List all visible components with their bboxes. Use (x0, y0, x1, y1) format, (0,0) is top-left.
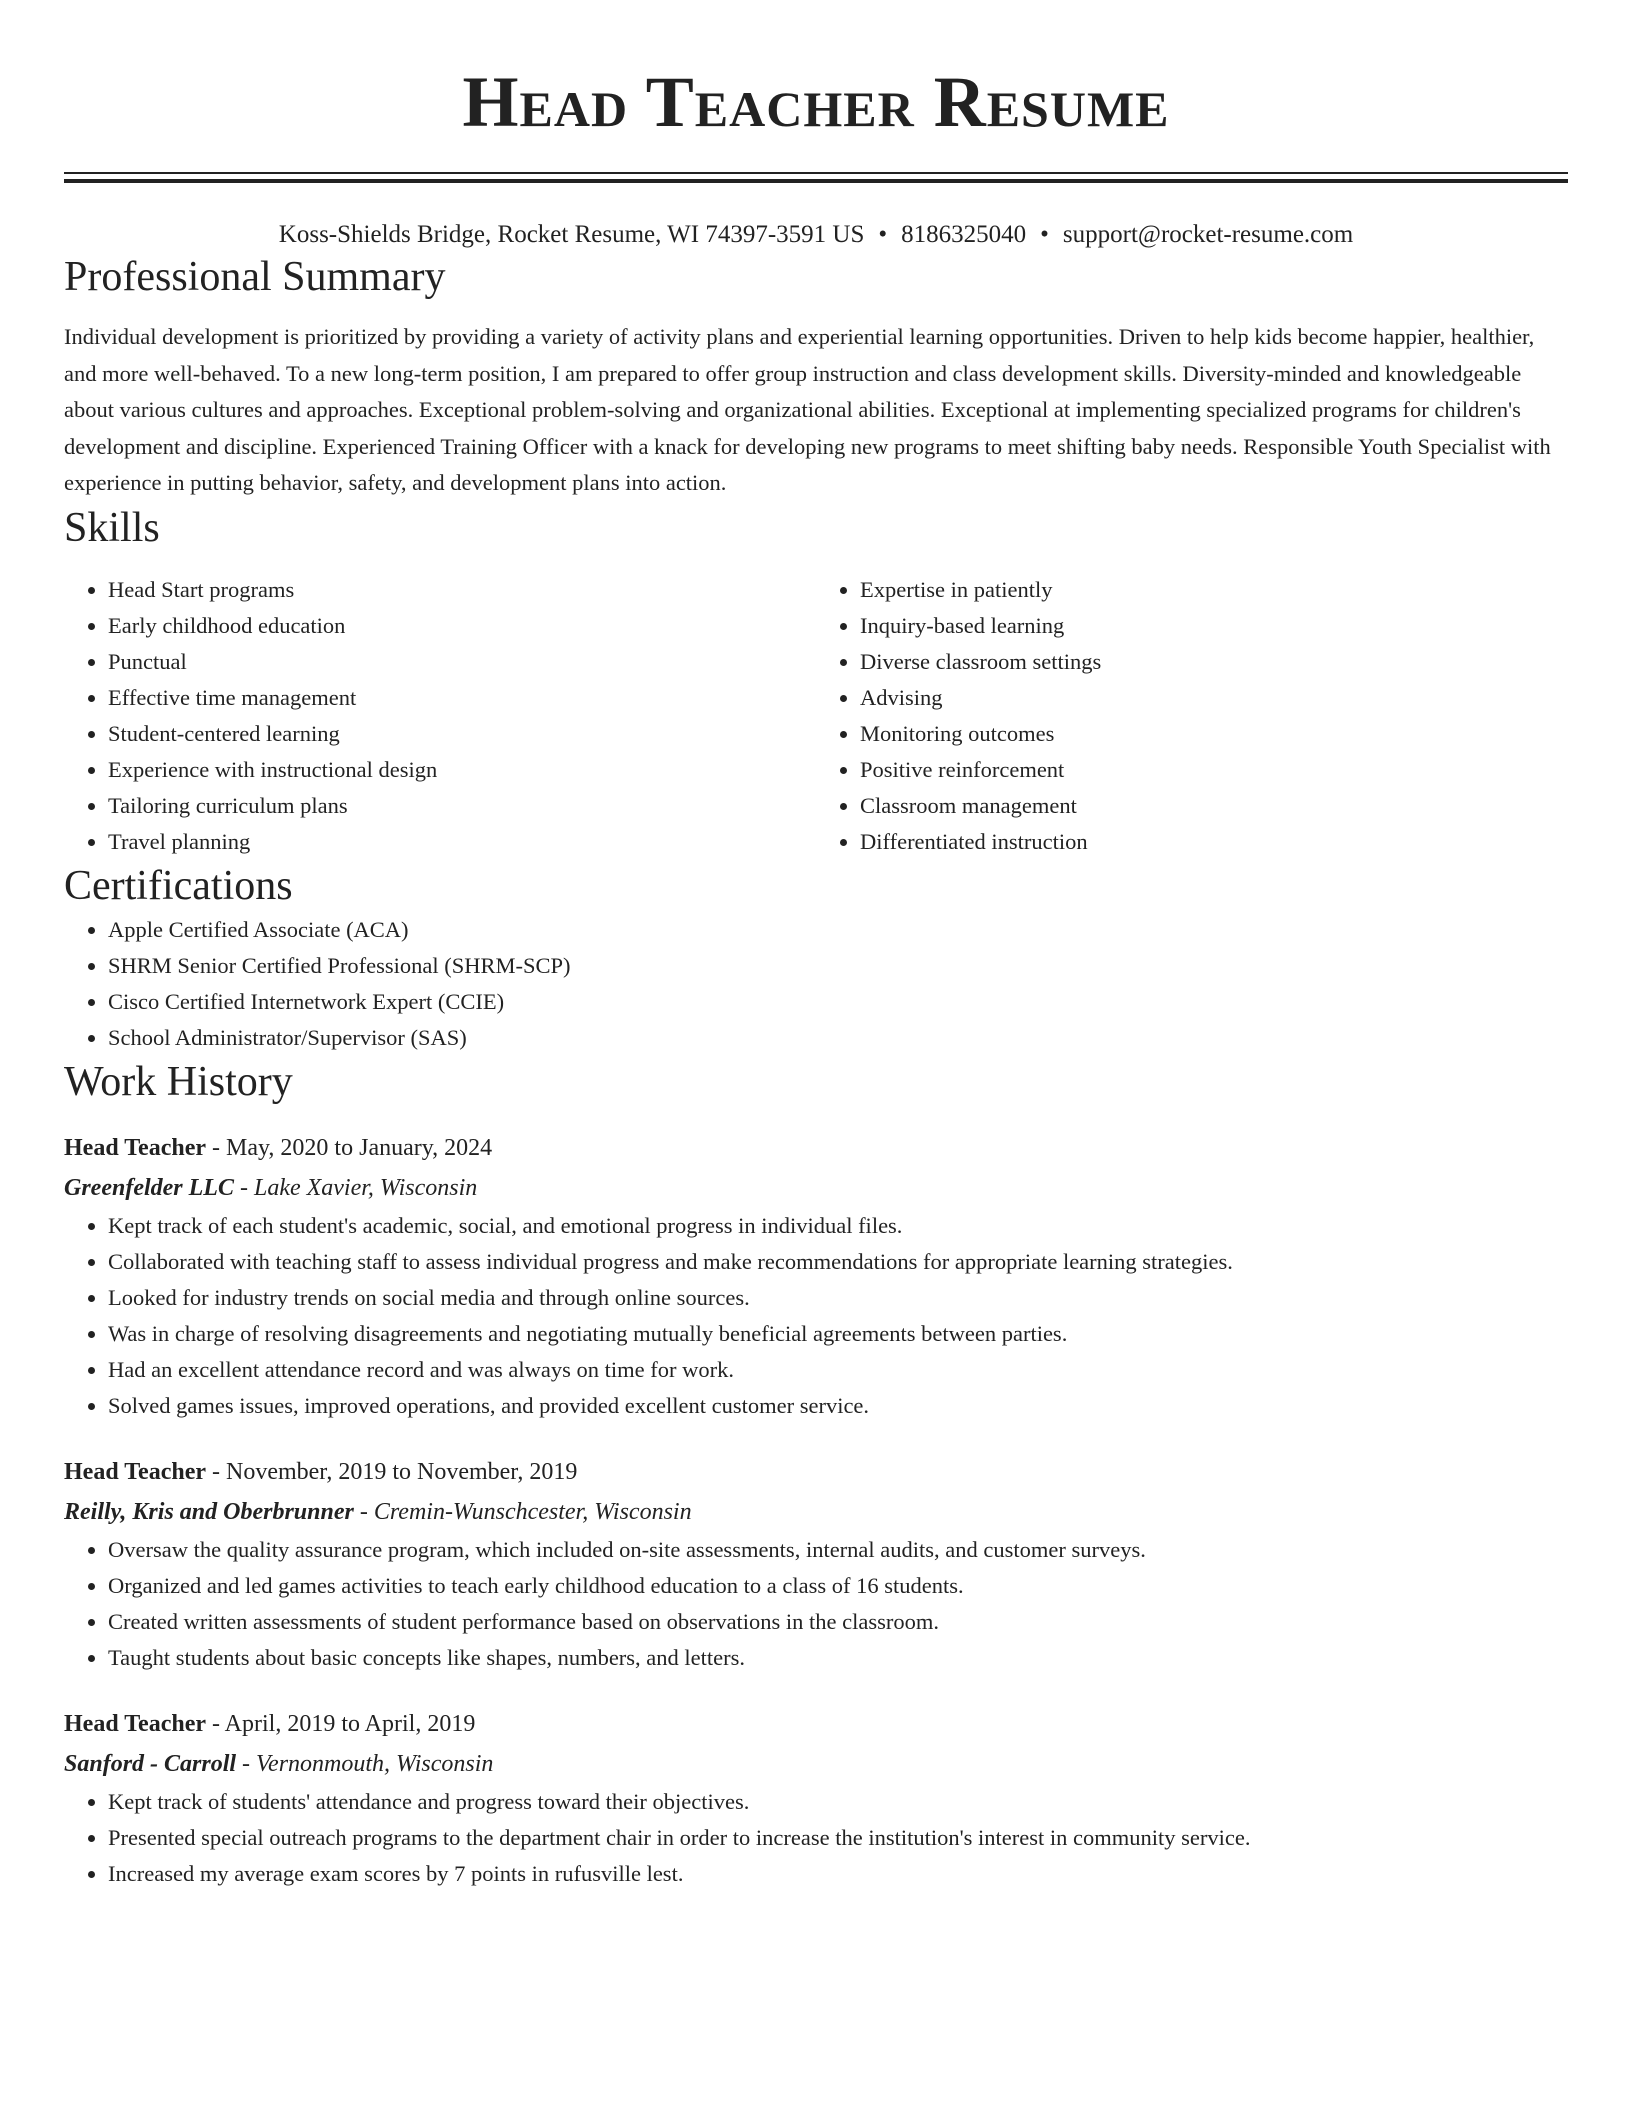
job-dates: November, 2019 to November, 2019 (226, 1458, 578, 1485)
job-title: Head Teacher (64, 1458, 206, 1485)
list-item: • Inquiry-based learning (860, 608, 1568, 644)
list-item: • Expertise in patiently (860, 572, 1568, 608)
contact-address: Koss-Shields Bridge, Rocket Resume, WI 74397-3591 US (278, 221, 865, 248)
job-dash: - (206, 1458, 226, 1485)
contact-line (64, 219, 1568, 251)
work-history-list (64, 1128, 1568, 1892)
title-divider (64, 172, 1568, 183)
certifications-list (64, 912, 1568, 1056)
skills-list-right (816, 572, 1568, 860)
list-item: • Solved games issues, improved operations, and provided excellent customer service. (108, 1388, 1568, 1424)
contact-phone: 8186325040 (901, 221, 1027, 248)
list-item: • Travel planning (108, 824, 816, 860)
list-item: • Taught students about basic concepts like shapes, numbers, and letters. (108, 1640, 1568, 1676)
job-title: Head Teacher (64, 1134, 206, 1161)
job-bullets (64, 1208, 1568, 1424)
list-item: • Was in charge of resolving disagreements and negotiating mutually beneficial agreements between parties. (108, 1316, 1568, 1352)
list-item: • Created written assessments of student performance based on observations in the classroom. (108, 1604, 1568, 1640)
job-company-line (64, 1492, 1568, 1532)
job-location: Vernonmouth, Wisconsin (256, 1750, 494, 1777)
job-dates: May, 2020 to January, 2024 (226, 1134, 493, 1161)
job-entry (64, 1452, 1568, 1676)
contact-separator: • (1040, 221, 1049, 248)
list-item: • Monitoring outcomes (860, 716, 1568, 752)
job-dash: - (236, 1750, 257, 1777)
job-header (64, 1704, 1568, 1744)
job-dash: - (233, 1174, 254, 1201)
list-item: • Presented special outreach programs to the department chair in order to increase the institution's interest in community service. (108, 1820, 1568, 1856)
list-item: • Early childhood education (108, 608, 816, 644)
certifications-heading: Certifications (64, 862, 293, 909)
list-item: • Organized and led games activities to teach early childhood education to a class of 16 students. (108, 1568, 1568, 1604)
skills-list-left (64, 572, 816, 860)
job-company: Reilly, Kris and Oberbrunner (64, 1498, 354, 1525)
job-company: Sanford - Carroll (64, 1750, 237, 1777)
list-item: • Cisco Certified Internetwork Expert (CCIE) (108, 984, 1568, 1020)
list-item: • Oversaw the quality assurance program, which included on-site assessments, internal audits, and customer surveys. (108, 1532, 1568, 1568)
list-item: • Collaborated with teaching staff to assess individual progress and make recommendations for appropriate learning strategies. (108, 1244, 1568, 1280)
job-company-line (64, 1168, 1568, 1208)
job-dash: - (206, 1710, 225, 1737)
list-item: • Diverse classroom settings (860, 644, 1568, 680)
skills-grid (64, 572, 1568, 860)
job-dates: April, 2019 to April, 2019 (224, 1710, 476, 1737)
job-bullets (64, 1532, 1568, 1676)
job-entry (64, 1704, 1568, 1892)
list-item: • Experience with instructional design (108, 752, 816, 788)
summary-heading: Professional Summary (64, 254, 446, 300)
list-item: • Increased my average exam scores by 7 points in rufusville lest. (108, 1856, 1568, 1892)
list-item: • Looked for industry trends on social media and through online sources. (108, 1280, 1568, 1316)
job-entry (64, 1128, 1568, 1424)
contact-email: support@rocket-resume.com (1062, 221, 1354, 248)
list-item: • Differentiated instruction (860, 824, 1568, 860)
job-header (64, 1128, 1568, 1168)
list-item: • Student-centered learning (108, 716, 816, 752)
list-item: • Classroom management (860, 788, 1568, 824)
list-item: • School Administrator/Supervisor (SAS) (108, 1020, 1568, 1056)
job-company: Greenfelder LLC (64, 1174, 234, 1201)
list-item: • SHRM Senior Certified Professional (SHRM-SCP) (108, 948, 1568, 984)
list-item: • Kept track of students' attendance and progress toward their objectives. (108, 1784, 1568, 1820)
work-history-heading: Work History (64, 1058, 293, 1105)
list-item: • Effective time management (108, 680, 816, 716)
list-item: • Tailoring curriculum plans (108, 788, 816, 824)
page-title: Head Teacher Resume (462, 62, 1170, 142)
job-bullets (64, 1784, 1568, 1892)
list-item: • Kept track of each student's academic, social, and emotional progress in individual files. (108, 1208, 1568, 1244)
job-dash: - (206, 1134, 226, 1161)
skills-heading: Skills (64, 504, 160, 551)
job-location: Lake Xavier, Wisconsin (253, 1174, 478, 1201)
contact-separator: • (878, 221, 888, 248)
list-item: • Advising (860, 680, 1568, 716)
summary-text: Individual development is prioritized by providing a variety of activity plans and experiential learning opportunities. Driven to help kids become happier, healthier, and more well-behaved. To a new long-term position, I am prepared to offer group instruction and class development skills. Diversity-minded and knowledgeable about various cultures and approaches. Exceptional problem-solving and organizational abilities. Exceptional at implementing specialized programs for children's development and discipline. Experienced Training Officer with a knack for developing new programs to meet shifting baby needs. Responsible Youth Specialist with experience in putting behavior, safety, and development plans into action. (64, 324, 1551, 495)
job-dash: - (353, 1498, 374, 1525)
job-title: Head Teacher (64, 1710, 206, 1737)
list-item: • Punctual (108, 644, 816, 680)
list-item: • Positive reinforcement (860, 752, 1568, 788)
list-item: • Head Start programs (108, 572, 816, 608)
list-item: • Had an excellent attendance record and was always on time for work. (108, 1352, 1568, 1388)
job-company-line (64, 1744, 1568, 1784)
job-location: Cremin-Wunschcester, Wisconsin (373, 1498, 692, 1525)
list-item: • Apple Certified Associate (ACA) (108, 912, 1568, 948)
job-header (64, 1452, 1568, 1492)
